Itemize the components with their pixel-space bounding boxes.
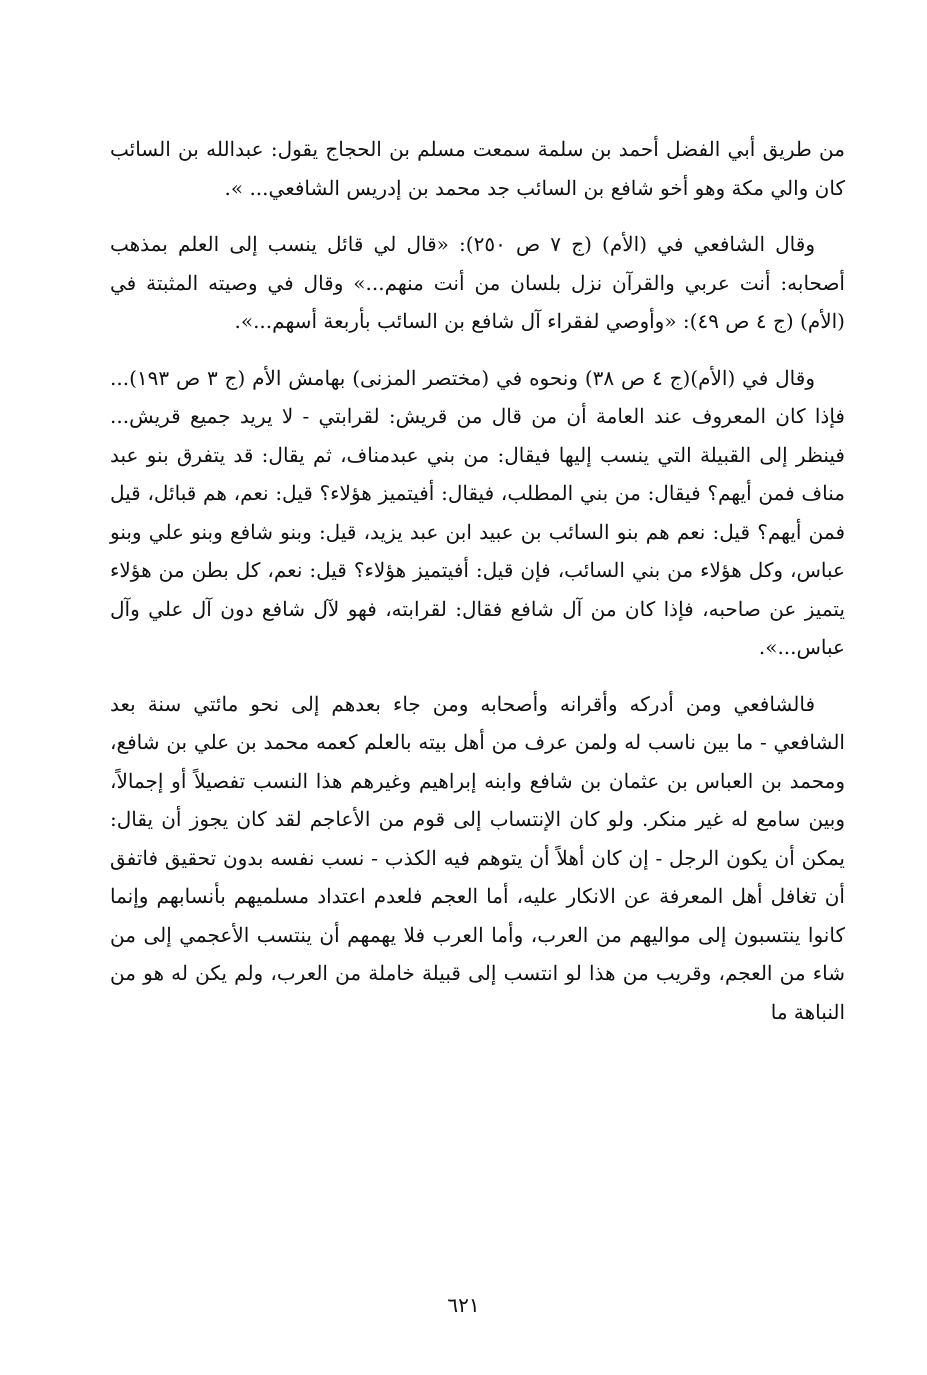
- page-number: ٦٢١: [447, 1293, 480, 1317]
- paragraph-4: فالشافعي ومن أدركه وأقرانه وأصحابه ومن جاء بعدهم إلى نحو مائتي سنة بعد الشافعي - ما بين ناسب له ولمن عرف من أهل بيته بالعلم كعمه محمد بن علي بن شافع، ومحمد بن العباس بن عثمان بن شافع وابنه إبراهيم وغيرهم هذا النسب تفصيلاً أو إجمالاً، وبين سامع له غير منكر. ولو كان الإنتساب إلى قوم من الأعاجم لقد كان يجوز أن يقال: يمكن أن يكون الرجل - إن كان أهلاً أن يتوهم فيه الكذب - نسب نفسه بدون تحقيق فاتفق أن تغافل أهل المعرفة عن الانكار عليه، أما العجم فلعدم اعتداد مسلميهم بأنسابهم وإنما كانوا ينتسبون إلى مواليهم من العرب، وأما العرب فلا يهمهم أن ينتسب الأعجمي إلى من شاء من العجم، وقريب من هذا لو انتسب إلى قبيلة خاملة من العرب، ولم يكن له هو من النباهة ما: [110, 691, 845, 1024]
- paragraph-3: وقال في (الأم)(ج ٤ ص ٣٨) ونحوه في (مختصر المزنى) بهامش الأم (ج ٣ ص ١٩٣)... فإذا كان المعروف عند العامة أن من قال من قريش: لقرابتي - لا يريد جميع قريش... فينظر إلى القبيلة التي ينسب إليها فيقال: من بني عبدمناف، ثم يقال: قد يتفرق بنو عبد مناف فمن أيهم؟ فيقال: من بني المطلب، فيقال: أفيتميز هؤلاء؟ قيل: نعم، هم قبائل، قيل فمن أيهم؟ قيل: نعم هم بنو السائب بن عبيد ابن عبد يزيد، قيل: وبنو شافع وبنو علي وبنو عباس، وكل هؤلاء من بني السائب، فإن قيل: أفيتميز هؤلاء؟ قيل: نعم، كل بطن من هؤلاء يتميز عن صاحبه، فإذا كان من آل شافع فقال: لقرابته، فهو لآل شافع دون آل علي وآل عباس...».: [110, 365, 845, 659]
- paragraph-1: من طريق أبي الفضل أحمد بن سلمة سمعت مسلم بن الحجاج يقول: عبدالله بن السائب كان والي مكة وهو أخو شافع بن السائب جد محمد بن إدريس الشافعي... ».: [110, 137, 845, 200]
- paragraph-2: وقال الشافعي في (الأم) (ج ٧ ص ٢٥٠): «قال لي قائل ينسب إلى العلم بمذهب أصحابه: أنت عربي والقرآن نزل بلسان من أنت منهم...» وقال في وصيته المثبتة في (الأم) (ج ٤ ص ٤٩): «وأوصي لفقراء آل شافع بن السائب بأربعة أسهم...».: [110, 232, 845, 333]
- body-text: [110, 130, 845, 1049]
